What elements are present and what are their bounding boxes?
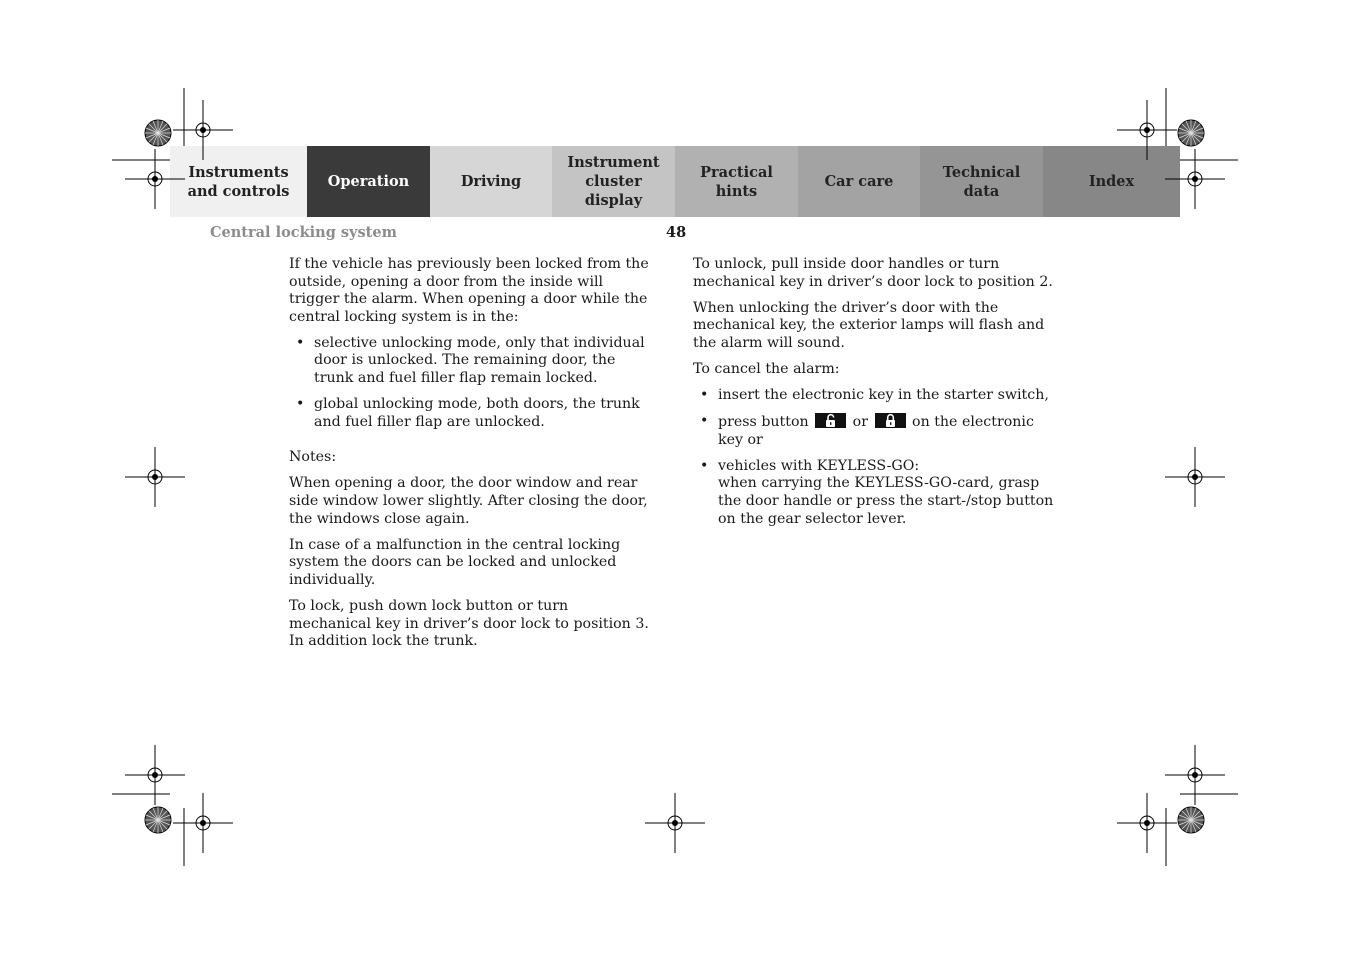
list-item: • selective unlocking mode, only that individual door is unlocked. The remaining door, the trunk and fuel filler flap remain locked. (289, 335, 654, 388)
tab-label: Index (1088, 173, 1135, 190)
tab-operation[interactable] (307, 146, 430, 217)
list-item: • insert the electronic key in the starter switch, (693, 387, 1058, 405)
list-text: press button (718, 414, 809, 431)
tab-technical-data[interactable] (920, 146, 1043, 217)
intro-paragraph: If the vehicle has previously been locked from the outside, opening a door from the inside will trigger the alarm. When opening a door while the central locking system is in the: (289, 256, 649, 325)
tab-instrument-cluster-display[interactable] (552, 146, 675, 217)
right-column (693, 256, 1058, 537)
tab-car-care[interactable] (798, 146, 920, 217)
page-number: 48 (666, 224, 687, 241)
list-text: or (852, 414, 868, 431)
tab-label: Car care (824, 173, 894, 190)
tab-index[interactable] (1043, 146, 1180, 217)
tab-label: Instruments and controls (187, 163, 290, 200)
list-item (693, 413, 1058, 449)
mechanical-key-paragraph: When unlocking the driver’s door with the mechanical key, the exterior lamps will flash and the alarm will sound. (693, 299, 1045, 351)
note-paragraph: When opening a door, the door window and rear side window lower slightly. After closing the door, the windows close again. (289, 475, 648, 527)
note-paragraph: In case of a malfunction in the central locking system the doors can be locked and unlocked individually. (289, 536, 621, 588)
left-column (289, 256, 654, 659)
chapter-nav (170, 146, 1180, 217)
cancel-alarm-heading: To cancel the alarm: (693, 360, 840, 377)
unlock-icon (815, 413, 846, 428)
list-text: when carrying the KEYLESS-GO-card, grasp the door handle or press the start-/stop button on the gear selector lever. (718, 475, 1054, 527)
tab-label: Operation (327, 173, 410, 190)
list-item (693, 458, 1058, 528)
notes-label: Notes: (289, 449, 337, 466)
section-title: Central locking system (210, 224, 397, 241)
lock-icon (875, 413, 906, 428)
tab-label: Driving (460, 173, 522, 190)
tab-label: Practical hints (700, 163, 773, 200)
tab-label: Technical data (942, 163, 1021, 200)
list-item: • global unlocking mode, both doors, the trunk and fuel filler flap are unlocked. (289, 396, 654, 431)
cancel-alarm-list (693, 387, 1058, 528)
list-text: on the electronic key or (718, 414, 1034, 448)
tab-instruments-and-controls[interactable] (170, 146, 307, 217)
note-paragraph: To lock, push down lock button or turn mechanical key in driver’s door lock to position 3. In addition lock the trunk. (289, 598, 649, 650)
unlock-mode-list (289, 335, 654, 431)
unlock-paragraph: To unlock, pull inside door handles or turn mechanical key in driver’s door lock to position 2. (693, 256, 1053, 290)
tab-label: Instrument cluster display (567, 154, 660, 209)
list-text: vehicles with KEYLESS-GO: (718, 457, 920, 474)
tab-practical-hints[interactable] (675, 146, 798, 217)
tab-driving[interactable] (430, 146, 552, 217)
